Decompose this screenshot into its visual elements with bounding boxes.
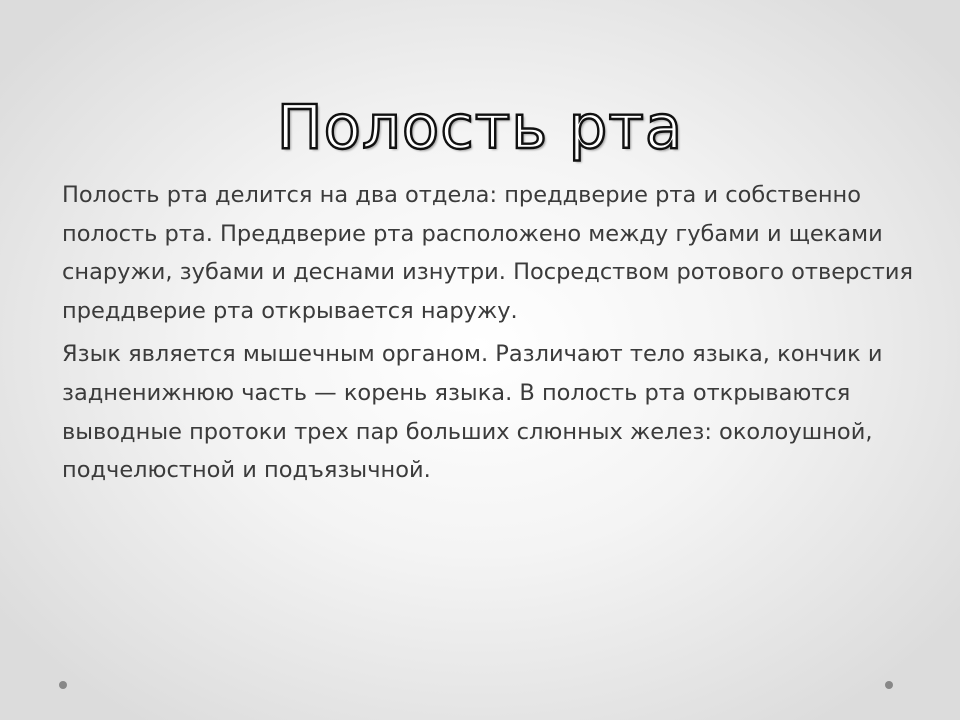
paragraph-2: Язык является мышечным органом. Различают тело языка, кончик и задненижнюю часть — корень языка. В полость рта открываются выводные протоки трех пар больших слюнных желез: околоушной, подчелюстной и подъязычной. [62,341,883,484]
decorative-dot-left [59,681,67,689]
slide-body [62,176,922,495]
slide-title: Полость рта [276,92,684,163]
paragraph-1: Полость рта делится на два отдела: преддверие рта и собственно полость рта. Преддверие рта расположено между губами и щеками снаружи, зубами и деснами изнутри. Посредством ротового отверстия преддверие рта открывается наружу. [62,182,914,324]
decorative-dot-right [885,681,893,689]
